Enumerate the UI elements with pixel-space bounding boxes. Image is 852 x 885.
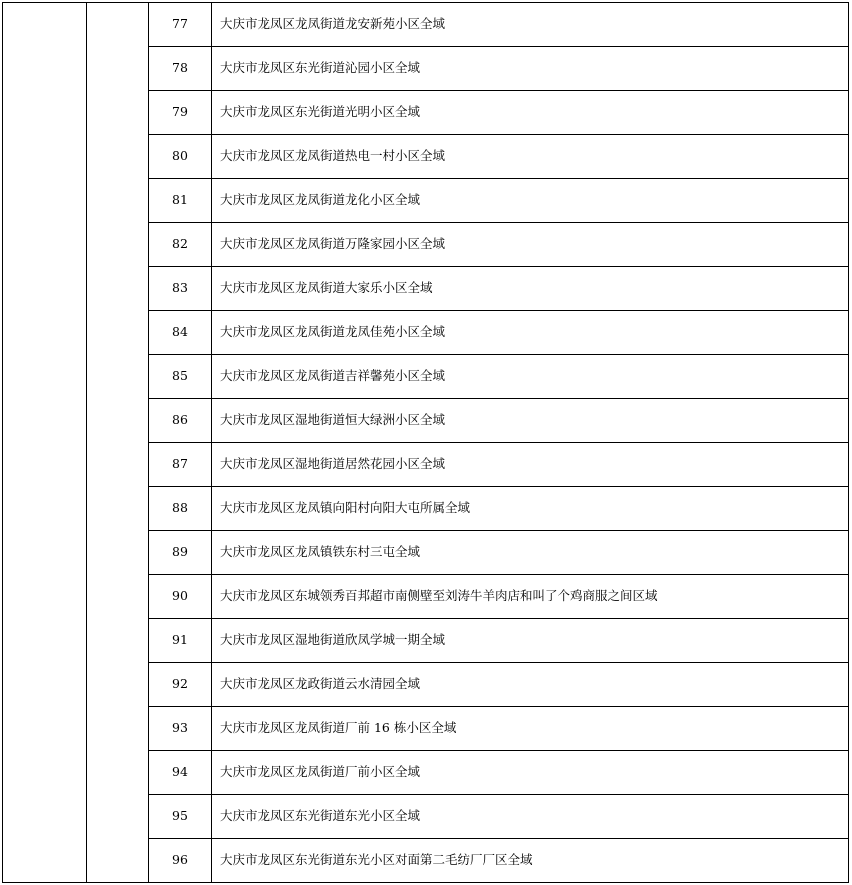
row-number-cell: 87	[149, 443, 212, 487]
row-number-cell: 95	[149, 795, 212, 839]
row-number-cell: 92	[149, 663, 212, 707]
area-table	[2, 2, 849, 883]
area-description-cell: 大庆市龙凤区东光街道东光小区对面第二毛纺厂厂区全域	[212, 839, 849, 883]
area-description-cell: 大庆市龙凤区龙凤街道大家乐小区全域	[212, 267, 849, 311]
area-description-cell: 大庆市龙凤区龙凤街道热电一村小区全域	[212, 135, 849, 179]
row-number-cell: 83	[149, 267, 212, 311]
area-description-cell: 大庆市龙凤区龙凤街道万隆家园小区全域	[212, 223, 849, 267]
merged-cell-column-1	[3, 3, 87, 883]
row-number-cell: 80	[149, 135, 212, 179]
row-number-cell: 88	[149, 487, 212, 531]
row-number-cell: 84	[149, 311, 212, 355]
area-description-cell: 大庆市龙凤区湿地街道居然花园小区全域	[212, 443, 849, 487]
area-description-cell: 大庆市龙凤区湿地街道欣凤学城一期全域	[212, 619, 849, 663]
row-number-cell: 93	[149, 707, 212, 751]
row-number-cell: 82	[149, 223, 212, 267]
area-description-cell: 大庆市龙凤区龙凤街道厂前小区全域	[212, 751, 849, 795]
row-number-cell: 85	[149, 355, 212, 399]
area-description-cell: 大庆市龙凤区东城领秀百邦超市南侧壁至刘涛牛羊肉店和叫了个鸡商服之间区域	[212, 575, 849, 619]
table-row	[3, 3, 849, 47]
row-number-cell: 86	[149, 399, 212, 443]
area-description-cell: 大庆市龙凤区龙凤镇向阳村向阳大屯所属全域	[212, 487, 849, 531]
area-description-cell: 大庆市龙凤区东光街道沁园小区全域	[212, 47, 849, 91]
area-table-body	[3, 3, 849, 883]
area-description-cell: 大庆市龙凤区湿地街道恒大绿洲小区全域	[212, 399, 849, 443]
area-description-cell: 大庆市龙凤区龙凤街道龙化小区全域	[212, 179, 849, 223]
area-description-cell: 大庆市龙凤区龙凤镇铁东村三屯全域	[212, 531, 849, 575]
row-number-cell: 77	[149, 3, 212, 47]
area-description-cell: 大庆市龙凤区龙凤街道吉祥馨苑小区全域	[212, 355, 849, 399]
area-description-cell: 大庆市龙凤区龙凤街道厂前 16 栋小区全域	[212, 707, 849, 751]
area-description-cell: 大庆市龙凤区东光街道光明小区全域	[212, 91, 849, 135]
merged-cell-column-2	[87, 3, 149, 883]
area-description-cell: 大庆市龙凤区龙凤街道龙安新苑小区全域	[212, 3, 849, 47]
row-number-cell: 79	[149, 91, 212, 135]
area-description-cell: 大庆市龙凤区龙政街道云水清园全域	[212, 663, 849, 707]
row-number-cell: 81	[149, 179, 212, 223]
row-number-cell: 90	[149, 575, 212, 619]
row-number-cell: 89	[149, 531, 212, 575]
area-description-cell: 大庆市龙凤区东光街道东光小区全域	[212, 795, 849, 839]
row-number-cell: 91	[149, 619, 212, 663]
area-description-cell: 大庆市龙凤区龙凤街道龙凤佳苑小区全域	[212, 311, 849, 355]
row-number-cell: 78	[149, 47, 212, 91]
row-number-cell: 94	[149, 751, 212, 795]
row-number-cell: 96	[149, 839, 212, 883]
